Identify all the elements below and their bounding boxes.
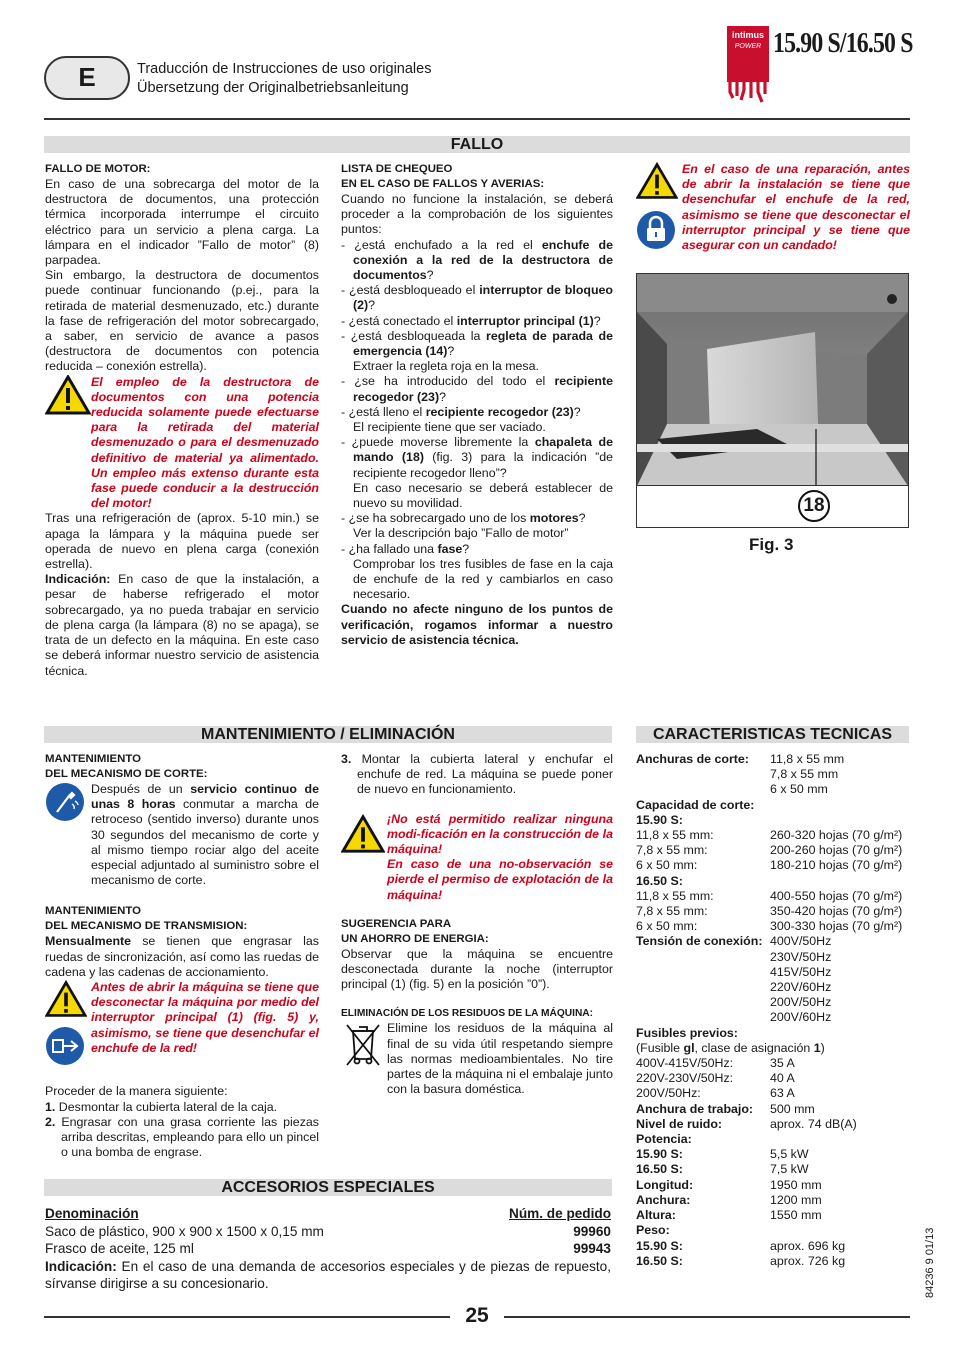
language-letter: E [78,62,96,93]
checklist-closing: Cuando no afecte ninguno de los puntos de verificación, rogamos informar a nuestro servicio de asistencia técnica. [341,602,613,647]
unplug-icon [45,1026,85,1066]
energy-text: Observar que la máquina se encuentre desconectada durante la noche (interruptor principal (1) (fig. 5) en la posición ”0”). [341,946,613,992]
spec-value: aprox. 74 dB(A) [770,1116,857,1131]
motor-fault-note [45,572,319,678]
spec-value: 63 A [770,1086,795,1101]
maint-cutting-title-2: DEL MECANISMO DE CORTE: [45,768,208,780]
spec-value: 220V/60Hz [770,980,832,995]
header-subtitle [137,60,431,98]
energy-title-2: UN AHORRO DE ENERGIA: [341,932,489,945]
oil-spray-icon [45,782,85,822]
motor-fault-p1: En caso de una sobrecarga del motor de la destructora de documentos, una protección térmica incorporada interrumpe el circuito eléctrico para un servicio a plena carga. La lámpara en el indicador ”Fallo de motor” (8) parpadea. [45,177,319,268]
brand-name: intimus [731,30,764,40]
spec-value: 400-550 hojas (70 g/m²) [770,888,903,903]
spec-key: 16.50 S: [636,1253,683,1268]
brand-sub: POWER [734,43,762,50]
checklist-item: - ¿puede moverse libremente la chapaleta de mando (18) (fig. 3) para la indicación ”de recipiente recogedor lleno”? En caso necesario se deberá establecer de nuevo su movilidad. [341,435,613,511]
warning-icon [341,814,385,854]
spec-key: Anchura: [636,1192,691,1207]
section-bar-accesorios [44,1179,612,1196]
row-name: Saco de plástico, 900 x 900 x 1500 x 0,15 mm [45,1223,324,1239]
spec-value: 400V/50Hz [770,934,832,949]
spec-value: 1550 mm [770,1208,822,1223]
page-number: 25 [465,1304,489,1327]
disposal-title: ELIMINACIÓN DE LOS RESIDUOS DE LA MÁQUINA: [341,1008,594,1020]
spec-value: 260-320 hojas (70 g/m²) [770,828,903,843]
note-label: Indicación: [45,572,111,587]
figure-caption: Fig. 3 [749,535,794,554]
table-row [45,1223,611,1241]
section-title-specs: CARACTERISTICAS TECNICAS [652,726,893,743]
spec-key: 11,8 x 55 mm: [636,828,714,843]
spec-value: 7,5 kW [770,1162,809,1177]
figure-3 [636,273,909,528]
section-title-mantenimiento: MANTENIMIENTO / ELIMINACIÓN [201,726,455,743]
spec-key: Longitud: [636,1177,694,1192]
procedure-step: 2. Engrasar con una grasa corriente las piezas arriba descritas, empleando para ello un pincel o una bomba de engrase. [45,1114,319,1160]
maint-col-2 [341,752,613,1097]
spec-value: aprox. 726 kg [770,1253,846,1268]
warning-icon [45,980,87,1018]
fuse-class: (Fusible gl, clase de asignación 1) [636,1040,825,1055]
spec-key: Anchura de trabajo: [636,1101,754,1116]
spec-key: 16.50 S: [636,1162,683,1177]
motor-fault-p3: Tras una refrigeración de (aprox. 5-10 min.) se apaga la lámpara y la máquina puede ser operada de nuevo en plena carga (conexión estrella). [45,511,319,572]
machine-photo [637,274,908,486]
col-denominacion: Denominación [45,1206,139,1221]
footer-rule-right [504,1316,910,1318]
figure-divider [637,485,908,486]
checklist-item: - ¿ha fallado una fase? Comprobar los tres fusibles de fase en la caja de enchufe de la red y cambiarlos en caso necesario. [341,541,613,602]
spec-key: Fusibles previos: [636,1025,738,1040]
checklist-intro: Cuando no funcione la instalación, se deberá proceder a la comprobación de los siguientes puntos: [341,192,613,237]
spec-key: Nivel de ruido: [636,1116,723,1131]
spec-value: 200V/50Hz [770,995,832,1010]
motor-fault-p2: Sin embargo, la destructora de documentos puede continuar funcionando (p.ej., para la retirada de material desmenuzado, etc.) durante la fase de refrigeración del motor sobrecargado, a saber, en servicio de avance a pasos (destructora de documentos con potencia reducida – conexión estrella). [45,268,319,374]
spec-value: aprox. 696 kg [770,1238,846,1253]
accessories-table [45,1205,611,1293]
spec-value: 40 A [770,1071,795,1086]
section-bar-mantenimiento [44,726,612,743]
spec-value: 300-330 hojas (70 g/m²) [770,919,903,934]
spec-value: 200V/60Hz [770,1010,832,1025]
procedure-intro: Proceder de la manera siguiente: [45,1084,228,1099]
checklist-item: - ¿se ha introducido del todo el recipiente recogedor (23)? [341,374,613,404]
header-rule [44,118,910,120]
spec-key: Altura: [636,1208,676,1223]
spec-key: 15.90 S: [636,1238,683,1253]
modification-warning-2: En caso de una no-observación se pierde el permiso de explotación de la máquina! [387,857,613,902]
procedure-step: 3. Montar la cubierta lateral y enchufar el enchufe de red. La máquina se puede poner de nuevo en funcionamiento. [341,752,614,797]
procedure-step: 1. Desmontar la cubierta lateral de la caja. [45,1099,278,1114]
motor-fault-block [45,162,319,679]
maint-cutting-block [45,752,319,1160]
spec-value: 500 mm [770,1101,815,1116]
spec-key: 7,8 x 55 mm: [636,904,708,919]
spec-key: 15.90 S: [636,812,683,827]
padlock-icon [636,210,676,250]
row-code: 99960 [573,1223,611,1239]
spec-value: 7,8 x 55 mm [770,767,839,782]
warning-icon [45,375,91,415]
row-name: Frasco de aceite, 125 ml [45,1241,194,1256]
spec-value: 6 x 50 mm [770,782,828,797]
maint-trans-text: Mensualmente se tienen que engrasar las ruedas de sincronización, así como las ruedas de cadena y las cadenas de accionamiento. [45,934,319,979]
row-code: 99943 [573,1241,611,1256]
spec-key: Capacidad de corte: [636,797,755,812]
model-title: 15.90 S/16.50 S [773,27,913,59]
checklist-block [341,162,613,648]
checklist-title-2: EN EL CASO DE FALLOS Y AVERIAS: [341,178,545,190]
header-line-1: Traducción de Instrucciones de uso originales [137,61,432,77]
spec-value: 11,8 x 55 mm [770,752,845,766]
spec-value: 35 A [770,1056,795,1071]
energy-title-1: SUGERENCIA PARA [341,917,452,930]
maint-trans-warning: Antes de abrir la máquina se tiene que desconectar la máquina por medio del interruptor principal (1) (fig. 5) y, asimismo, se tiene que desenchufar el enchufe de la red! [91,980,319,1055]
section-bar-fallo [44,136,910,153]
weee-bin-icon [341,1021,385,1067]
checklist-item: - ¿está desbloqueado el interruptor de bloqueo (2)? [341,283,613,313]
spec-value: 350-420 hojas (70 g/m²) [770,904,903,919]
spec-value: 5,5 kW [770,1147,809,1162]
spec-key: 220V-230V/50Hz: [636,1071,734,1086]
repair-warning-block [636,162,910,254]
spec-key: Peso: [636,1223,670,1238]
checklist-item: - ¿se ha sobrecargado uno de los motores? Ver la descripción bajo ”Fallo de motor” [341,511,586,541]
brand-logo [727,26,769,108]
checklist-title-1: LISTA DE CHEQUEO [341,163,453,175]
spec-key: 200V/50Hz: [636,1086,701,1101]
shred-strips-icon [727,80,769,108]
accessories-header [45,1205,611,1223]
checklist-item: - ¿está desbloqueada la regleta de parada de emergencia (14)? Extraer la regleta roja en la mesa. [341,328,613,374]
section-title-accesorios: ACCESORIOS ESPECIALES [221,1179,435,1196]
spec-key: 6 x 50 mm: [636,919,698,934]
checklist-item: - ¿está conectado el interruptor principal (1)? [341,313,601,328]
spec-key: 11,8 x 55 mm: [636,888,714,903]
spec-key: 15.90 S: [636,1147,683,1162]
spec-value: 180-210 hojas (70 g/m²) [770,858,903,873]
checklist-item: - ¿está lleno el recipiente recogedor (23)? El recipiente tiene que ser vaciado. [341,404,581,435]
spec-key: Anchuras de corte: [636,752,749,766]
spec-value: 230V/50Hz [770,949,832,964]
col-pedido: Núm. de pedido [509,1206,611,1221]
callout-number: 18 [803,495,825,517]
spec-key: 16.50 S: [636,873,683,888]
spec-key: Potencia: [636,1132,692,1147]
spec-key: 7,8 x 55 mm: [636,843,708,858]
warning-icon [636,162,678,200]
section-title-fallo: FALLO [450,136,504,153]
maint-trans-title-2: DEL MECANISMO DE TRANSMISION: [45,920,248,933]
maint-trans-title-1: MANTENIMIENTO [45,905,141,918]
spec-value: 1950 mm [770,1177,822,1192]
maint-cutting-title-1: MANTENIMIENTO [45,753,141,765]
callout-18 [798,490,830,522]
repair-warning-text: En el caso de una reparación, antes de abrir la instalación se tiene que desenchufar el enchufe de la red, asimismo se tiene que desconectar el interruptor principal y se tiene que asegurar con un candado! [682,162,910,253]
motor-fault-warning: El empleo de la destructora de documentos con una potencia reducida solamente puede efectuarse para la retirada del material desmenuzado o para el desmenuzado definitivo de material ya alimentado. Un empleo más extenso durante esta fase puede conducir a la destrucción del motor! [91,374,319,511]
checklist-item: - ¿está enchufado a la red el enchufe de conexión a la red de la destructora de documentos? [341,237,613,283]
disposal-text: Elimine los residuos de la máquina al final de su vida útil respetando siempre las normas medioambientales. No tire partes de la máquina ni el embalaje junto con la basura doméstica. [387,1021,613,1097]
maint-cutting-text: Después de un servicio continuo de unas 8 horas conmutar a marcha de retroceso (sentido inverso) durante unos 30 segundos del mecanismo de corte y al mismo tiempo rociar algo del aceite especial adjuntado al suministro sobre el mecanismo de corte. [91,782,319,888]
section-bar-specs [636,726,909,743]
spec-value: 1200 mm [770,1192,822,1207]
specs-table [636,752,910,1269]
motor-fault-title: FALLO DE MOTOR: [45,163,151,175]
spec-value: 200-260 hojas (70 g/m²) [770,843,903,858]
header-line-2: Übersetzung der Originalbetriebsanleitung [137,80,409,96]
spec-key: Tensión de conexión: [636,934,763,949]
document-code: 84236 9 01/13 [924,1227,936,1298]
spec-value: 415V/50Hz [770,964,832,979]
language-badge [44,56,130,100]
modification-warning-1: ¡No está permitido realizar ninguna modi-ficación en la construcción de la máquina! [387,811,613,857]
spec-key: 400V-415V/50Hz: [636,1056,734,1071]
spec-key: 6 x 50 mm: [636,858,698,873]
note-text: En caso de que la instalación, a pesar de haberse refrigerado el motor sobrecargado, ya no pueda trabajar en servicio de plena carga (la lámpara (8) no se apaga), se trata de un defecto en la máquina. En este caso se deberá informar nuestro servicio de asistencia técnica. [45,572,319,678]
accessories-note: Indicación: En el caso de una demanda de accesorios especiales y de piezas de repuesto, sírvanse dirigirse a su concesionario. [45,1258,611,1291]
footer-rule-left [44,1316,450,1318]
table-row [45,1240,611,1258]
